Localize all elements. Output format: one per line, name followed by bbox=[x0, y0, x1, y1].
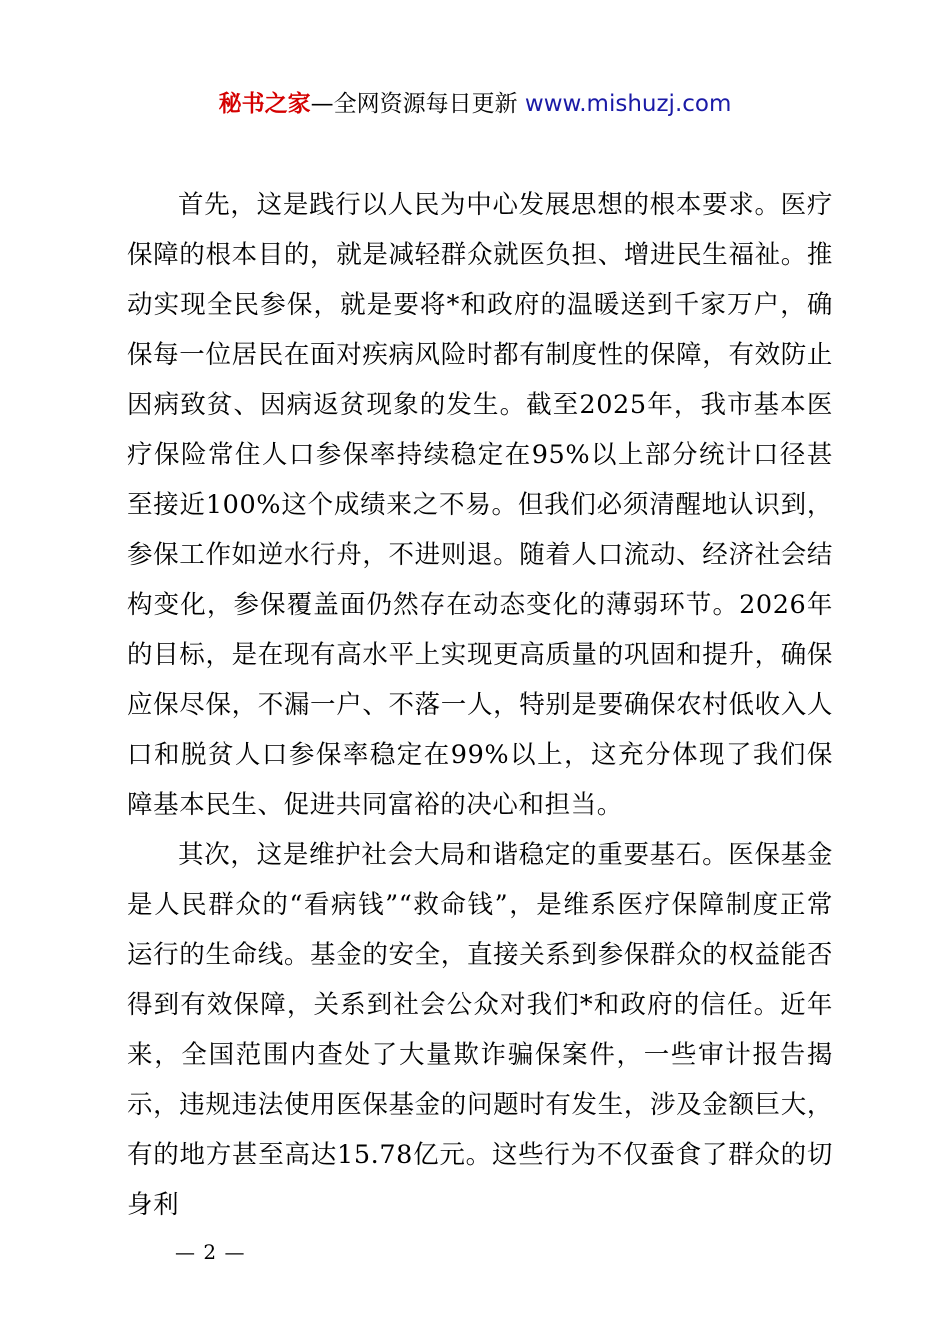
paragraph-first: 首先，这是践行以人民为中心发展思想的根本要求。医疗保障的根本目的，就是减轻群众就医负担、增进民生福祉。推动实现全民参保，就是要将*和政府的温暖送到千家万户，确保每一位居民在面对疾病风险时都有制度性的保障，有效防止因病致贫、因病返贫现象的发生。截至2025年，我市基本医疗保险常住人口参保率持续稳定在95%以上部分统计口径甚至接近100%这个成绩来之不易。但我们必须清醒地认识到，参保工作如逆水行舟，不进则退。随着人口流动、经济社会结构变化，参保覆盖面仍然存在动态变化的薄弱环节。2026年的目标，是在现有高水平上实现更高质量的巩固和提升，确保应保尽保，不漏一户、不落一人，特别是要确保农村低收入人口和脱贫人口参保率稳定在99%以上，这充分体现了我们保障基本民生、促进共同富裕的决心和担当。 bbox=[127, 190, 833, 820]
page-number: — 2 — bbox=[175, 1240, 246, 1264]
site-url-link[interactable]: www.mishuzj.com bbox=[524, 91, 732, 117]
site-header bbox=[0, 88, 950, 120]
site-brand: 秘书之家 bbox=[218, 91, 311, 117]
site-tagline: —全网资源每日更新 bbox=[310, 91, 518, 117]
paragraph-second: 其次，这是维护社会大局和谐稳定的重要基石。医保基金是人民群众的“看病钱”“救命钱”，是维系医疗保障制度正常运行的生命线。基金的安全，直接关系到参保群众的权益能否得到有效保障，关系到社会公众对我们*和政府的信任。近年来，全国范围内查处了大量欺诈骗保案件，一些审计报告揭示，违规违法使用医保基金的问题时有发生，涉及金额巨大，有的地方甚至高达15.78亿元。这些行为不仅蚕食了群众的切身利 bbox=[127, 840, 833, 1220]
document-body bbox=[127, 180, 833, 1230]
